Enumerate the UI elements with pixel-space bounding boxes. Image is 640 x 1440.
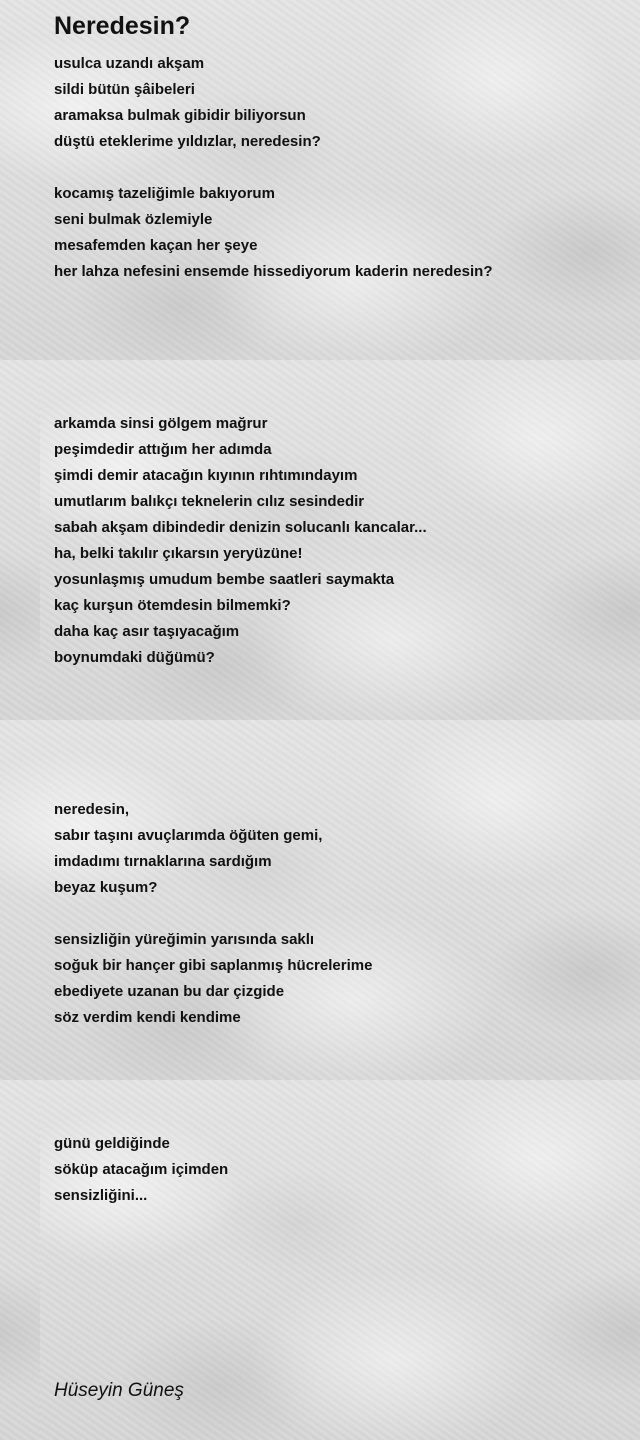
- poem-line: arkamda sinsi gölgem mağrur: [54, 415, 268, 432]
- stanza-5: [54, 927, 372, 1031]
- poem-line: günü geldiğinde: [54, 1135, 170, 1152]
- stanza-1: [54, 51, 321, 155]
- poem-line: ebediyete uzanan bu dar çizgide: [54, 983, 285, 1000]
- stanza-2: [54, 181, 493, 285]
- poem-line: söküp atacağım içimden: [54, 1161, 229, 1178]
- poem-line: imdadımı tırnaklarına sardığım: [54, 853, 272, 870]
- poem-line: ha, belki takılır çıkarsın yeryüzüne!: [54, 545, 303, 562]
- poem-line: mesafemden kaçan her şeye: [54, 237, 258, 254]
- poem-line: daha kaç asır taşıyacağım: [54, 623, 240, 640]
- poem-author: Hüseyin Güneş: [54, 1380, 184, 1401]
- poem-line: yosunlaşmış umudum bembe saatleri saymakta: [54, 571, 395, 588]
- poem-line: umutlarım balıkçı teknelerin cılız sesindedir: [54, 493, 365, 510]
- poem-line: sensizliğin yüreğimin yarısında saklı: [54, 931, 315, 948]
- poem-line: sabah akşam dibindedir denizin solucanlı kancalar...: [54, 519, 427, 536]
- stanza-6: [54, 1131, 228, 1209]
- poem-title: Neredesin?: [54, 12, 191, 40]
- poem-line: söz verdim kendi kendime: [54, 1009, 241, 1026]
- poem-line: kaç kurşun ötemdesin bilmemki?: [54, 597, 291, 614]
- stanza-4: [54, 797, 322, 901]
- poem-line: kocamış tazeliğimle bakıyorum: [54, 185, 275, 202]
- stanza-3: [54, 411, 427, 671]
- poem-line: peşimdedir attığım her adımda: [54, 441, 272, 458]
- poem-line: sabır taşını avuçlarımda öğüten gemi,: [54, 827, 323, 844]
- poem-line: sensizliğini...: [54, 1187, 148, 1204]
- poem-line: usulca uzandı akşam: [54, 55, 205, 72]
- poem-line: soğuk bir hançer gibi saplanmış hücrelerime: [54, 957, 373, 974]
- poem-line: boynumdaki düğümü?: [54, 649, 215, 666]
- poem-line: aramaksa bulmak gibidir biliyorsun: [54, 107, 306, 124]
- poem-line: seni bulmak özlemiyle: [54, 211, 213, 228]
- poem-line: neredesin,: [54, 801, 130, 818]
- poem-line: düştü eteklerime yıldızlar, neredesin?: [54, 133, 321, 150]
- poem-line: şimdi demir atacağın kıyının rıhtımındayım: [54, 467, 358, 484]
- poem-line: beyaz kuşum?: [54, 879, 158, 896]
- poem-line: her lahza nefesini ensemde hissediyorum kaderin neredesin?: [54, 263, 493, 280]
- poem-line: sildi bütün şâibeleri: [54, 81, 195, 98]
